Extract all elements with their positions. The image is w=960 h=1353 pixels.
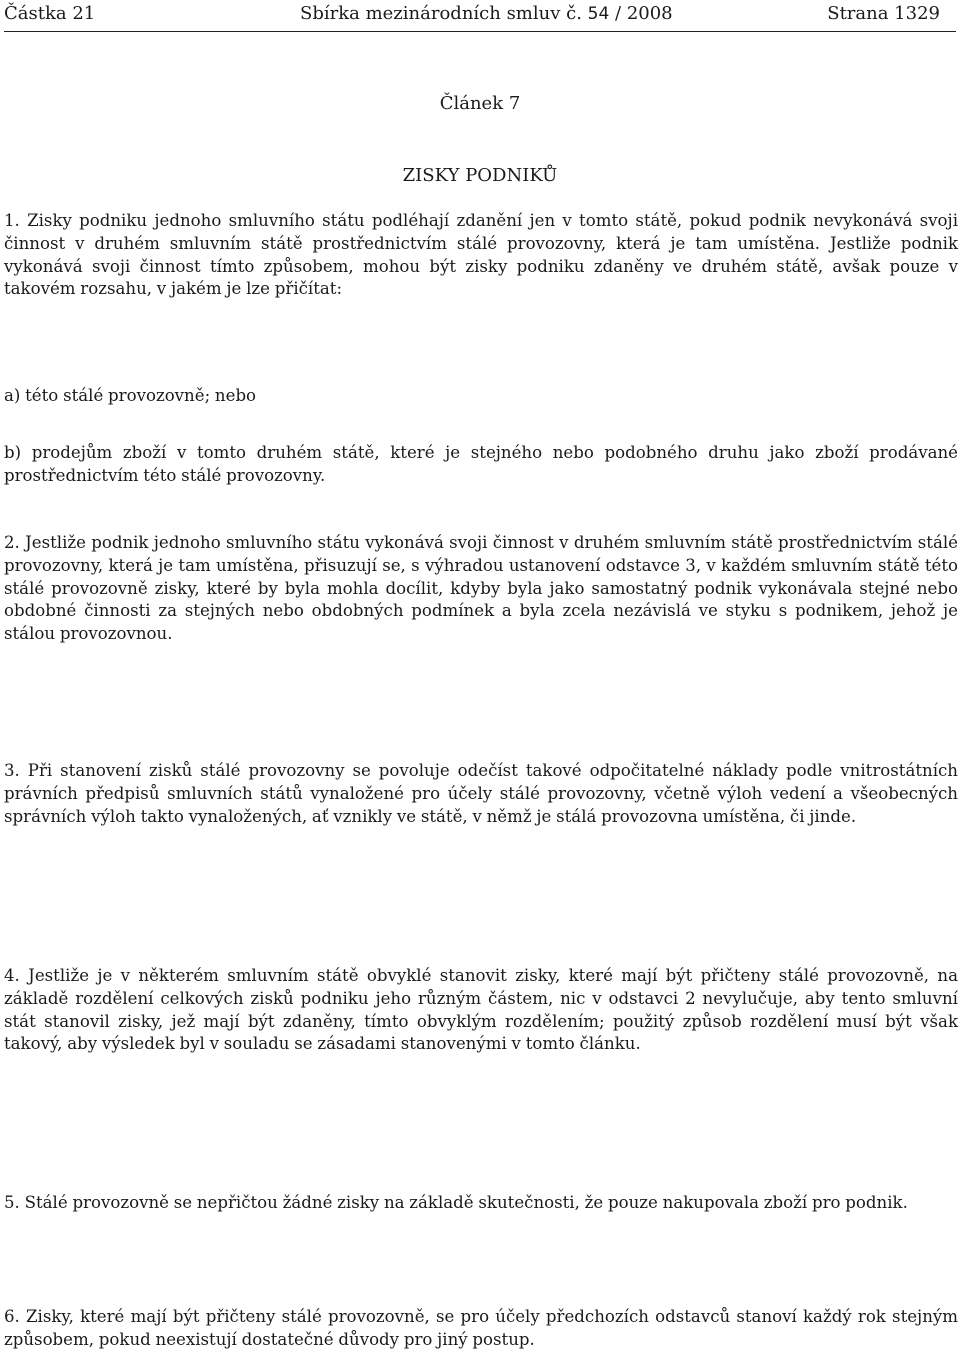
page-header — [4, 0, 956, 32]
collection-number: 54 — [587, 4, 610, 24]
paragraph-5: 5. Stálé provozovně se nepřičtou žádné zisky na základě skutečnosti, že pouze nakupovala zboží pro podnik. — [4, 1193, 908, 1212]
paragraph-1: 1. Zisky podniku jednoho smluvního státu podléhají zdanění jen v tomto státě, pokud podnik nevykonává svoji činnost v druhém smluvním státě prostřednictvím stálé provozovny, která je tam umístěna. Jestliže podnik vykonává svoji činnost tímto způsobem, mohou být zisky podniku zdaněny ve druhém státě, avšak pouze v takovém rozsahu, v jakém je lze přičítat: — [4, 211, 958, 299]
paragraph-6: 6. Zisky, které mají být přičteny stálé provozovně, se pro účely předchozích odstavců stanoví každý rok stejným způsobem, pokud neexistují dostatečné důvody pro jiný postup. — [4, 1307, 958, 1349]
article-title: ZISKY PODNIKŮ — [402, 165, 558, 186]
journal-part: Částka 21 — [4, 3, 96, 24]
paragraph-1-item-a: a) této stálé provozovně; nebo — [4, 386, 257, 405]
paragraph-2: 2. Jestliže podnik jednoho smluvního státu vykonává svoji činnost v druhém smluvním státě prostřednictvím stálé provozovny, která je tam umístěna, přisuzují se, s výhradou ustanovení odstavce 3, v každém smluvním státě této stálé provozovně zisky, které by byla mohla docílit, kdyby byla jako samostatný podnik vykonávala stejné nebo obdobné činnosti za stejných nebo obdobných podmínek a byla zcela nezávislá ve styku s podnikem, jehož je stálou provozovnou. — [4, 533, 958, 644]
collection-title — [300, 3, 673, 24]
article-number: Článek 7 — [439, 93, 521, 114]
paragraph-3: 3. Při stanovení zisků stálé provozovny se povoluje odečíst takové odpočitatelné náklady podle vnitrostátních právních předpisů smluvních států vynaložené pro účely stálé provozovny, včetně výloh vedení a všeobecných správních výloh takto vynaložených, ať vznikly ve státě, v němž je stálá provozovna umístěna, či jinde. — [4, 761, 958, 826]
collection-prefix: Sbírka mezinárodních smluv č. — [300, 3, 582, 24]
paragraph-1-item-b: b) prodejům zboží v tomto druhém státě, které je stejného nebo podobného druhu jako zboží prodávané prostřednictvím této stálé provozovny. — [4, 443, 958, 485]
collection-year: / 2008 — [615, 3, 673, 24]
paragraph-4: 4. Jestliže je v některém smluvním státě obvyklé stanovit zisky, které mají být přičteny stálé provozovně, na základě rozdělení celkových zisků podniku jeho různým částem, nic v odstavci 2 nevylučuje, aby tento smluvní stát stanovil zisky, jež mají být zdaněny, tímto obvyklým rozdělením; použitý způsob rozdělení musí být však takový, aby výsledek byl v souladu se zásadami stanovenými v tomto článku. — [4, 966, 958, 1054]
page-number: Strana 1329 — [827, 3, 940, 24]
